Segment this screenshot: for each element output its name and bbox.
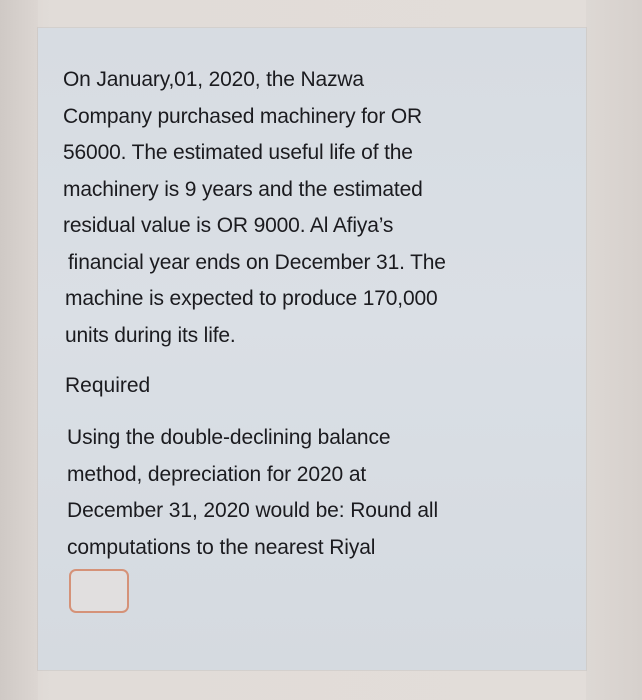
question-line: machinery is 9 years and the estimated <box>63 177 423 201</box>
left-bezel <box>0 0 38 700</box>
instruction-line: Using the double-declining balance <box>67 426 391 449</box>
required-label: Required <box>65 374 151 397</box>
question-line: machine is expected to produce 170,000 <box>65 287 438 310</box>
instruction-line: December 31, 2020 would be: Round all <box>67 499 439 522</box>
question-line: units during its life. <box>65 323 236 347</box>
question-line: financial year ends on December 31. The <box>68 250 446 274</box>
instruction-line: method, depreciation for 2020 at <box>67 462 367 486</box>
question-text <box>63 62 533 354</box>
question-line: residual value is OR 9000. Al Afiya’s <box>63 214 394 237</box>
right-bezel <box>586 0 642 700</box>
question-line: On January,01, 2020, the Nazwa <box>63 68 364 91</box>
instruction-line: computations to the nearest Riyal <box>67 535 376 559</box>
answer-input[interactable] <box>69 569 129 613</box>
question-card <box>38 28 586 670</box>
question-line: 56000. The estimated useful life of the <box>63 141 413 164</box>
instruction-text <box>67 420 537 566</box>
question-line: Company purchased machinery for OR <box>63 104 423 128</box>
